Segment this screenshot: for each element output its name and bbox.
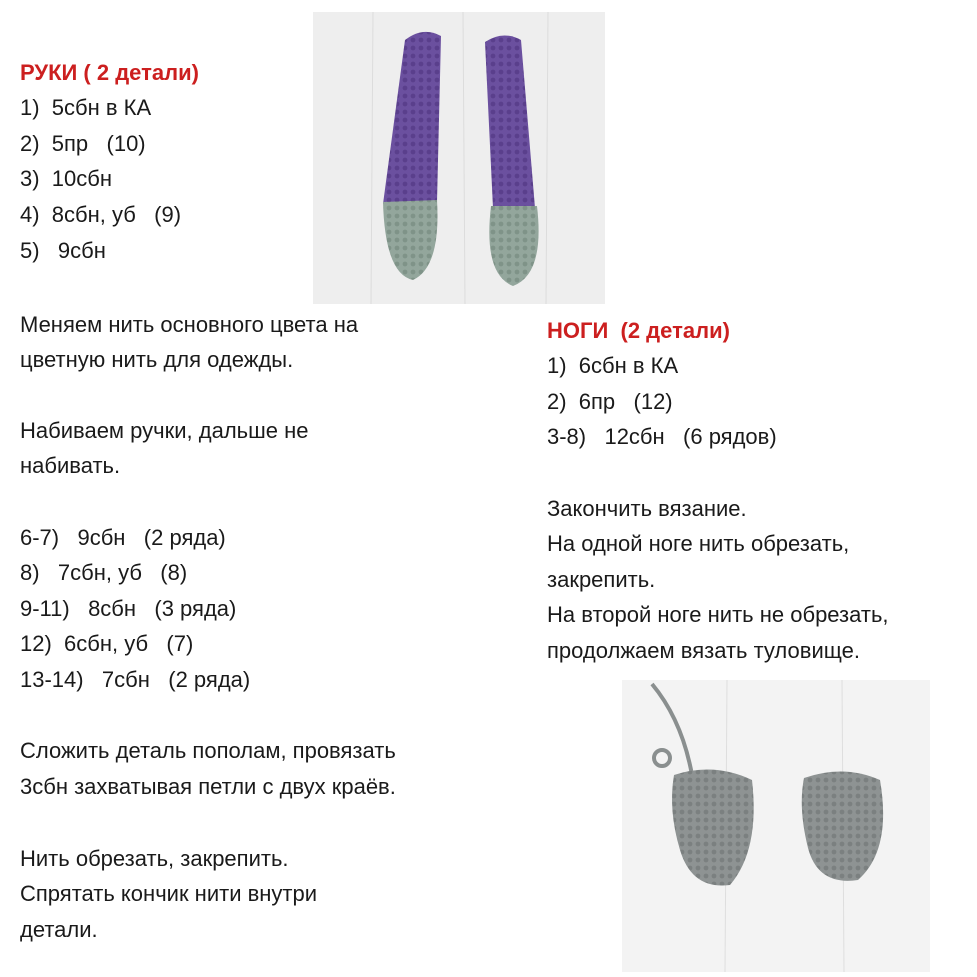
legs-title: НОГИ (2 детали) (547, 318, 730, 343)
arms-row-5: 5) 9сбн (20, 238, 106, 263)
arms-row-3: 3) 10сбн (20, 166, 113, 191)
arms-note3-line2: 3сбн захватывая петли с двух краёв. (20, 774, 396, 799)
arms-note4-line2: Спрятать кончик нити внутри (20, 881, 318, 906)
arms-row-6: 6-7) 9сбн (2 ряда) (20, 525, 226, 550)
legs-note-line2: На одной ноге нить обрезать, (547, 531, 850, 556)
arms-note2-line2: набивать. (20, 453, 121, 478)
arms-note2-line1: Набиваем ручки, дальше не (20, 418, 309, 443)
legs-row-2: 2) 6пр (12) (547, 389, 673, 414)
legs-note-line5: продолжаем вязать туловище. (547, 638, 860, 663)
legs-row-3: 3-8) 12сбн (6 рядов) (547, 424, 777, 449)
arms-note1-line2: цветную нить для одежды. (20, 347, 294, 372)
legs-photo (622, 680, 930, 972)
legs-row-1: 1) 6сбн в КА (547, 353, 679, 378)
arms-note3-line1: Сложить деталь пополам, провязать (20, 738, 396, 763)
arms-row-9: 12) 6сбн, уб (7) (20, 631, 194, 656)
legs-note-line1: Закончить вязание. (547, 496, 747, 521)
arms-note4-line1: Нить обрезать, закрепить. (20, 846, 289, 871)
arms-note1-line1: Меняем нить основного цвета на (20, 312, 359, 337)
arms-row-10: 13-14) 7сбн (2 ряда) (20, 667, 251, 692)
legs-note-line4: На второй ноге нить не обрезать, (547, 602, 889, 627)
arms-row-8: 9-11) 8сбн (3 ряда) (20, 596, 237, 621)
arms-note4-line3: детали. (20, 917, 98, 942)
arms-row-2: 2) 5пр (10) (20, 131, 146, 156)
legs-note-line3: закрепить. (547, 567, 656, 592)
arms-title: РУКИ ( 2 детали) (20, 60, 199, 85)
arms-row-1: 1) 5сбн в КА (20, 95, 152, 120)
arms-row-7: 8) 7сбн, уб (8) (20, 560, 188, 585)
arms-row-4: 4) 8сбн, уб (9) (20, 202, 182, 227)
arms-photo (313, 12, 605, 304)
